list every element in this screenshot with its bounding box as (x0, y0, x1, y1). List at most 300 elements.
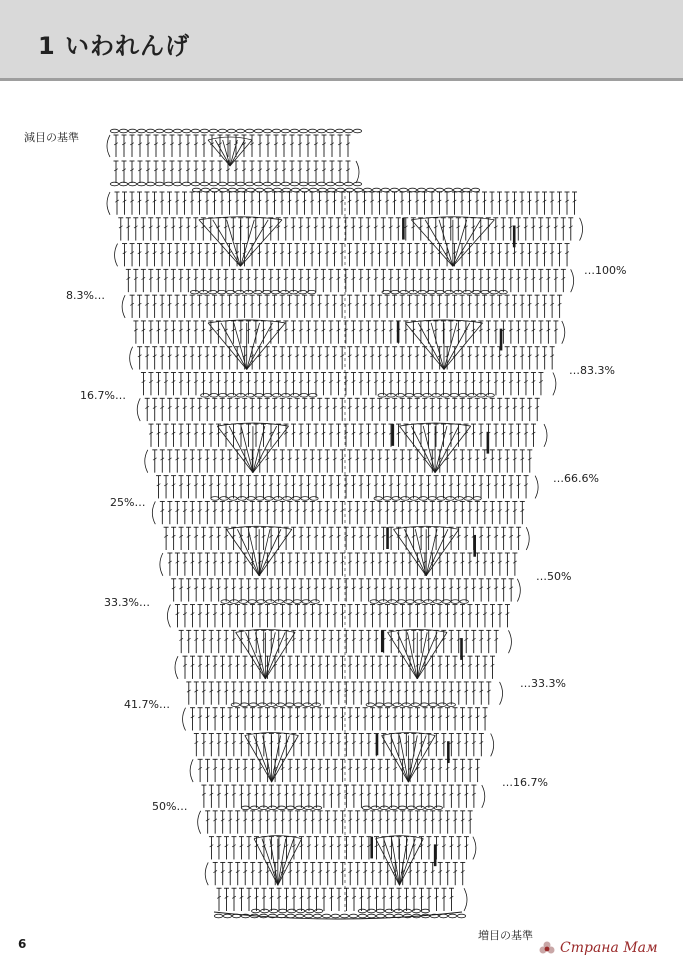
increase-marker (487, 432, 490, 454)
turning-chain-loop (198, 811, 201, 834)
chain-stitch (468, 393, 476, 397)
increase-reference-label: 増目の基準 (478, 929, 533, 942)
watermark-text: Страна Мам (560, 940, 658, 956)
chain-stitch (311, 600, 319, 604)
left-percent-label: 16.7%… (80, 389, 126, 402)
chain-stitch (398, 806, 406, 810)
chain-stitch (327, 188, 335, 192)
chain-stitch (299, 129, 307, 133)
chain-stitch (137, 129, 145, 133)
chain-stitch (280, 290, 288, 294)
chain-stitch (137, 182, 145, 186)
fan-stitch (272, 736, 290, 783)
turning-chain-loop (544, 424, 547, 447)
chain-stitch (236, 182, 244, 186)
chain-stitch (392, 497, 400, 501)
chain-stitch (354, 188, 362, 192)
chain-stitch (256, 497, 264, 501)
chain-stitch (297, 909, 305, 913)
fan-arc (376, 836, 424, 839)
chain-stitch (201, 393, 209, 397)
chain-stitch (235, 290, 243, 294)
chain-stitch (164, 129, 172, 133)
turning-chain-loop (464, 888, 467, 911)
chain-stitch (486, 393, 494, 397)
chain-stitch (237, 188, 245, 192)
chain-stitch (252, 909, 260, 913)
chain-stitch (182, 129, 190, 133)
fan-arc (208, 320, 285, 323)
chain-stitch (436, 290, 444, 294)
turning-chain-loop (526, 527, 529, 550)
increase-marker (376, 734, 379, 756)
chain-stitch (303, 703, 311, 707)
chain-stitch (292, 497, 300, 501)
chain-stitch (246, 393, 254, 397)
chain-stitch (230, 600, 238, 604)
chain-stitch (353, 182, 361, 186)
fan-stitch (241, 426, 253, 473)
right-percent-label: …83.3% (569, 364, 615, 377)
fan-stitch (226, 529, 259, 576)
chain-stitch (220, 497, 228, 501)
chain-stitch (344, 182, 352, 186)
turning-chain-loop (137, 398, 140, 421)
chain-stitch (128, 129, 136, 133)
chain-stitch (221, 600, 229, 604)
fan-arc (399, 423, 470, 426)
chain-stitch (268, 806, 276, 810)
chain-stitch (322, 914, 330, 918)
chain-stitch (376, 914, 384, 918)
turning-chain-loop (145, 450, 148, 473)
chain-stitch (258, 703, 266, 707)
chain-stitch (308, 129, 316, 133)
chain-stitch (182, 182, 190, 186)
fan-arc (411, 217, 494, 220)
chain-stitch (164, 182, 172, 186)
chain-stitch (344, 129, 352, 133)
chain-stitch (219, 188, 227, 192)
chain-stitch (281, 182, 289, 186)
chain-stitch (394, 909, 402, 913)
chain-stitch (248, 600, 256, 604)
chain-stitch (393, 703, 401, 707)
turning-chain-loop (473, 837, 476, 860)
turning-chain-loop (152, 501, 155, 524)
chain-stitch (428, 497, 436, 501)
increase-marker (370, 837, 373, 859)
chain-stitch (439, 914, 447, 918)
fan-arc (388, 629, 447, 632)
turning-chain-loop (491, 734, 494, 757)
fan-stitch (453, 220, 481, 267)
chain-stitch (295, 806, 303, 810)
chain-stitch (406, 600, 414, 604)
turning-chain-loop (122, 295, 125, 318)
chain-stitch (326, 182, 334, 186)
fan-stitch (265, 632, 275, 679)
chain-stitch (444, 188, 452, 192)
chain-stitch (417, 188, 425, 192)
chain-stitch (173, 182, 181, 186)
chain-stitch (363, 188, 371, 192)
chain-stitch (310, 497, 318, 501)
chain-stitch (411, 703, 419, 707)
chain-stitch (451, 600, 459, 604)
chain-stitch (214, 914, 222, 918)
chain-stitch (448, 914, 456, 918)
chain-stitch (418, 290, 426, 294)
chain-stitch (300, 188, 308, 192)
left-percent-label: 25%… (110, 496, 146, 509)
chain-stitch (317, 182, 325, 186)
chain-stitch (266, 600, 274, 604)
fan-stitch (230, 140, 245, 166)
chain-stitch (227, 129, 235, 133)
chain-stitch (238, 497, 246, 501)
fan-stitch (240, 220, 282, 267)
chain-stitch (191, 182, 199, 186)
turning-chain-loop (562, 321, 565, 344)
turning-chain-loop (356, 161, 359, 183)
chain-stitch (445, 290, 453, 294)
chain-stitch (313, 914, 321, 918)
chain-stitch (293, 600, 301, 604)
chain-stitch (317, 129, 325, 133)
chain-stitch (191, 129, 199, 133)
fan-stitch (435, 426, 471, 473)
chain-stitch (290, 129, 298, 133)
chain-stitch (434, 806, 442, 810)
chain-stitch (472, 290, 480, 294)
chain-stitch (385, 914, 393, 918)
turning-chain-loop (130, 347, 133, 370)
turning-chain-loop (115, 244, 118, 267)
right-percent-label: …33.3% (520, 677, 566, 690)
chain-stitch (340, 914, 348, 918)
fan-stitch (404, 529, 426, 576)
chain-stitch (326, 129, 334, 133)
chain-stitch (279, 909, 287, 913)
left-percent-label: 33.3%… (104, 596, 150, 609)
chain-stitch (263, 129, 271, 133)
increase-marker (402, 218, 405, 240)
fan-stitch (246, 632, 266, 679)
chain-stitch (390, 188, 398, 192)
chain-stitch (291, 188, 299, 192)
chain-stitch (358, 914, 366, 918)
chain-stitch (288, 909, 296, 913)
increase-marker (386, 527, 389, 549)
chain-stitch (275, 600, 283, 604)
chain-stitch (306, 909, 314, 913)
chain-stitch (200, 182, 208, 186)
chain-stitch (335, 129, 343, 133)
chain-stitch (353, 129, 361, 133)
chain-stitch (273, 393, 281, 397)
chain-stitch (416, 806, 424, 810)
chain-stitch (245, 182, 253, 186)
chain-stitch (309, 188, 317, 192)
chain-stitch (250, 806, 258, 810)
chain-stitch (366, 703, 374, 707)
chain-stitch (376, 909, 384, 913)
fan-stitch (417, 632, 427, 679)
turning-chain-loop (175, 656, 178, 679)
chain-stitch (453, 188, 461, 192)
turning-chain-loop (107, 192, 110, 215)
chain-stitch (263, 182, 271, 186)
fan-arc (217, 423, 288, 426)
chain-stitch (426, 188, 434, 192)
chain-stitch (307, 290, 315, 294)
chain-stitch (209, 182, 217, 186)
chain-stitch (455, 497, 463, 501)
chain-stitch (367, 914, 375, 918)
fan-stitch (425, 220, 453, 267)
chain-stitch (419, 497, 427, 501)
chain-stitch (270, 909, 278, 913)
increase-marker (381, 630, 384, 652)
chain-stitch (358, 909, 366, 913)
chain-stitch (381, 188, 389, 192)
chain-stitch (435, 188, 443, 192)
chain-stitch (298, 290, 306, 294)
fan-stitch (199, 220, 241, 267)
chain-stitch (262, 290, 270, 294)
chain-stitch (400, 290, 408, 294)
chain-stitch (201, 188, 209, 192)
chain-stitch (383, 497, 391, 501)
chain-stitch (437, 497, 445, 501)
right-percent-label: …50% (536, 570, 572, 583)
chain-stitch (318, 188, 326, 192)
turning-chain-loop (160, 553, 163, 576)
fan-stitch (435, 426, 447, 473)
increase-marker (473, 535, 476, 557)
chain-stitch (301, 497, 309, 501)
watermark-flower-icon (538, 940, 556, 958)
fan-stitch (278, 839, 294, 886)
chain-stitch (276, 703, 284, 707)
chain-stitch (110, 129, 118, 133)
fan-stitch (426, 529, 437, 576)
chain-stitch (462, 188, 470, 192)
left-percent-label: 41.7%… (124, 698, 170, 711)
chain-stitch (190, 290, 198, 294)
chain-stitch (119, 182, 127, 186)
chain-stitch (299, 182, 307, 186)
fan-stitch (426, 529, 459, 576)
fan-arc (208, 137, 252, 140)
increase-marker (397, 321, 400, 343)
turning-chain-loop (580, 218, 583, 241)
fan-stitch (417, 632, 437, 679)
chain-stitch (155, 129, 163, 133)
right-percent-label: …100% (584, 264, 627, 277)
chain-stitch (286, 914, 294, 918)
chain-stitch (372, 188, 380, 192)
chain-stitch (208, 290, 216, 294)
chain-stitch (308, 182, 316, 186)
chain-stitch (463, 290, 471, 294)
chain-stitch (385, 909, 393, 913)
chain-stitch (272, 182, 280, 186)
chain-stitch (304, 914, 312, 918)
chain-stitch (146, 182, 154, 186)
decrease-reference-label: 減目の基準 (24, 131, 79, 144)
chain-stitch (236, 129, 244, 133)
right-percent-label: …66.6% (553, 472, 599, 485)
fan-arc (254, 836, 302, 839)
chain-stitch (410, 497, 418, 501)
chain-stitch (265, 497, 273, 501)
fan-arc (382, 733, 436, 736)
chain-stitch (246, 188, 254, 192)
chain-stitch (331, 914, 339, 918)
chain-stitch (388, 600, 396, 604)
chain-stitch (227, 182, 235, 186)
chain-stitch (283, 497, 291, 501)
chain-stitch (374, 497, 382, 501)
fan-stitch (411, 426, 435, 473)
chain-stitch (245, 129, 253, 133)
turning-chain-loop (205, 862, 208, 885)
increase-marker (392, 424, 395, 446)
turning-chain-loop (107, 135, 110, 157)
chain-stitch (457, 914, 465, 918)
fan-stitch (407, 632, 417, 679)
chain-stitch (228, 393, 236, 397)
fan-stitch (248, 529, 259, 576)
chain-stitch (412, 909, 420, 913)
chain-stitch (427, 290, 435, 294)
page-number: 6 (18, 937, 27, 951)
chain-stitch (254, 129, 262, 133)
chain-stitch (290, 182, 298, 186)
chain-stitch (403, 909, 411, 913)
chain-stitch (345, 188, 353, 192)
fan-stitch (265, 632, 295, 679)
chain-stitch (433, 600, 441, 604)
fan-arc (394, 526, 459, 529)
chain-stitch (367, 909, 375, 913)
chain-stitch (335, 182, 343, 186)
chain-stitch (284, 600, 292, 604)
chain-stitch (239, 600, 247, 604)
chain-stitch (282, 188, 290, 192)
chain-stitch (481, 290, 489, 294)
chain-stitch (378, 393, 386, 397)
chain-stitch (438, 703, 446, 707)
chain-stitch (389, 806, 397, 810)
chain-stitch (370, 600, 378, 604)
turning-chain-loop (535, 476, 538, 499)
page-title: 1 いわれんげ (38, 32, 191, 60)
chain-stitch (464, 497, 472, 501)
turning-chain-loop (183, 708, 186, 731)
chain-stitch (399, 188, 407, 192)
chain-stitch (254, 182, 262, 186)
chain-stitch (349, 914, 357, 918)
chain-stitch (218, 182, 226, 186)
chain-stitch (441, 393, 449, 397)
chain-stitch (146, 129, 154, 133)
chain-stitch (110, 182, 118, 186)
chain-stitch (228, 188, 236, 192)
chain-stitch (231, 703, 239, 707)
chain-stitch (211, 497, 219, 501)
chain-stitch (473, 497, 481, 501)
chain-stitch (210, 188, 218, 192)
chain-stitch (226, 290, 234, 294)
chain-stitch (229, 497, 237, 501)
chain-stitch (291, 393, 299, 397)
chain-stitch (313, 806, 321, 810)
right-percent-label: …16.7% (502, 776, 548, 789)
chain-stitch (209, 129, 217, 133)
chain-stitch (403, 914, 411, 918)
chain-stitch (271, 290, 279, 294)
chain-stitch (281, 129, 289, 133)
chain-stitch (200, 129, 208, 133)
chain-stitch (119, 129, 127, 133)
chain-stitch (223, 914, 231, 918)
chain-stitch (460, 600, 468, 604)
increase-marker (434, 844, 437, 866)
turning-chain-loop (482, 785, 485, 808)
fan-stitch (418, 323, 444, 370)
chain-stitch (264, 188, 272, 192)
chain-stitch (255, 188, 263, 192)
turning-chain-loop (553, 373, 556, 396)
chain-stitch (408, 188, 416, 192)
chain-stitch (217, 290, 225, 294)
fan-arc (405, 320, 482, 323)
chain-stitch (192, 188, 200, 192)
fan-stitch (431, 323, 444, 370)
fan-arc (226, 526, 291, 529)
chain-stitch (415, 600, 423, 604)
turning-chain-loop (571, 269, 574, 292)
chain-stitch (253, 290, 261, 294)
chain-stitch (274, 497, 282, 501)
chain-stitch (423, 393, 431, 397)
fan-stitch (444, 323, 470, 370)
fan-stitch (236, 632, 266, 679)
fan-stitch (272, 736, 299, 783)
chain-stitch (128, 182, 136, 186)
fan-stitch (253, 426, 265, 473)
chain-stitch (218, 129, 226, 133)
chain-stitch (471, 188, 479, 192)
chain-stitch (315, 909, 323, 913)
chain-stitch (382, 290, 390, 294)
chain-stitch (446, 497, 454, 501)
chain-stitch (273, 188, 281, 192)
turning-chain-loop (517, 579, 520, 602)
chain-stitch (173, 129, 181, 133)
chain-stitch (371, 806, 379, 810)
chain-stitch (247, 497, 255, 501)
chain-stitch (336, 188, 344, 192)
chain-stitch (272, 129, 280, 133)
fan-stitch (399, 839, 415, 886)
left-percent-label: 8.3%… (66, 289, 105, 302)
turning-chain-loop (190, 759, 193, 782)
turning-chain-loop (167, 605, 170, 628)
